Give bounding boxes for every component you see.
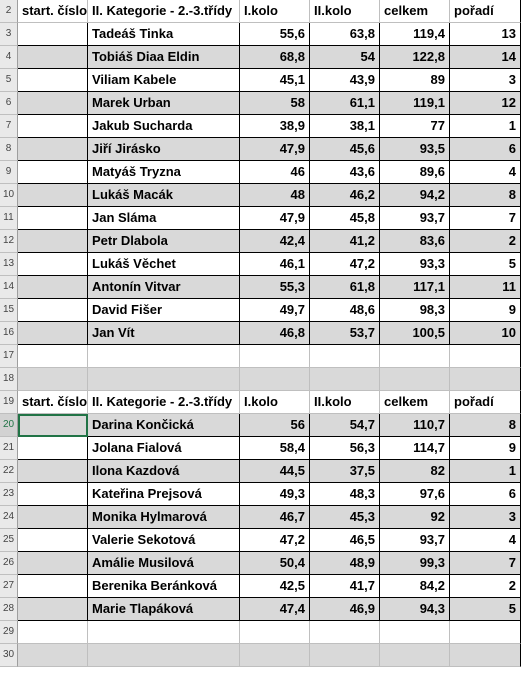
header-cell-total[interactable]: celkem	[380, 391, 450, 414]
cell[interactable]	[240, 368, 310, 391]
cell[interactable]	[450, 621, 521, 644]
total-cell[interactable]: 83,6	[380, 230, 450, 253]
name-cell[interactable]: Kateřina Prejsová	[88, 483, 240, 506]
round2-cell[interactable]: 43,6	[310, 161, 380, 184]
start-number-cell[interactable]	[18, 322, 88, 345]
start-number-cell[interactable]	[18, 115, 88, 138]
total-cell[interactable]: 82	[380, 460, 450, 483]
total-cell[interactable]: 114,7	[380, 437, 450, 460]
start-number-cell[interactable]	[18, 161, 88, 184]
round1-cell[interactable]: 49,3	[240, 483, 310, 506]
row-header[interactable]: 2	[0, 0, 18, 23]
cell[interactable]	[240, 621, 310, 644]
row-header[interactable]: 24	[0, 506, 18, 529]
row-header[interactable]: 15	[0, 299, 18, 322]
round2-cell[interactable]: 46,9	[310, 598, 380, 621]
table-row	[0, 529, 525, 552]
header-cell-round1[interactable]: I.kolo	[240, 391, 310, 414]
total-cell[interactable]: 77	[380, 115, 450, 138]
row-header[interactable]: 5	[0, 69, 18, 92]
round2-cell[interactable]: 48,3	[310, 483, 380, 506]
row-header[interactable]: 28	[0, 598, 18, 621]
round2-cell[interactable]: 61,1	[310, 92, 380, 115]
total-cell[interactable]: 93,3	[380, 253, 450, 276]
rank-cell[interactable]: 3	[450, 506, 521, 529]
start-number-cell[interactable]	[18, 46, 88, 69]
start-number-cell[interactable]	[18, 92, 88, 115]
header-cell-start-number[interactable]: start. číslo	[18, 0, 88, 23]
row-header[interactable]: 3	[0, 23, 18, 46]
table-row	[0, 299, 525, 322]
name-cell[interactable]: Marie Tlapáková	[88, 598, 240, 621]
round2-cell[interactable]: 38,1	[310, 115, 380, 138]
round2-cell[interactable]: 41,2	[310, 230, 380, 253]
cell[interactable]	[240, 644, 310, 667]
table-row	[0, 184, 525, 207]
name-cell[interactable]: Tobiáš Diaa Eldin	[88, 46, 240, 69]
cell[interactable]	[18, 345, 88, 368]
table-row	[0, 161, 525, 184]
start-number-cell[interactable]	[18, 23, 88, 46]
round1-cell[interactable]: 48	[240, 184, 310, 207]
rank-cell[interactable]: 2	[450, 575, 521, 598]
table-row	[0, 207, 525, 230]
row-header[interactable]: 8	[0, 138, 18, 161]
table-row	[0, 552, 525, 575]
row-header[interactable]: 20	[0, 414, 18, 437]
header-cell-start-number[interactable]: start. číslo	[18, 391, 88, 414]
table-row	[0, 92, 525, 115]
rank-cell[interactable]: 8	[450, 414, 521, 437]
round2-cell[interactable]: 45,8	[310, 207, 380, 230]
round2-cell[interactable]: 46,2	[310, 184, 380, 207]
header-cell-round1[interactable]: I.kolo	[240, 0, 310, 23]
cell[interactable]	[310, 644, 380, 667]
blank-row	[0, 368, 525, 391]
total-cell[interactable]: 98,3	[380, 299, 450, 322]
cell[interactable]	[450, 345, 521, 368]
total-cell[interactable]: 119,1	[380, 92, 450, 115]
rank-cell[interactable]: 12	[450, 92, 521, 115]
table-row	[0, 69, 525, 92]
header-row-2	[0, 391, 525, 414]
row-header[interactable]: 14	[0, 276, 18, 299]
row-header[interactable]: 13	[0, 253, 18, 276]
name-cell[interactable]: Tadeáš Tinka	[88, 23, 240, 46]
round2-cell[interactable]: 48,6	[310, 299, 380, 322]
round1-cell[interactable]: 46,7	[240, 506, 310, 529]
name-cell[interactable]: Valerie Sekotová	[88, 529, 240, 552]
name-cell[interactable]: Lukáš Věchet	[88, 253, 240, 276]
round1-cell[interactable]: 58,4	[240, 437, 310, 460]
header-cell-rank[interactable]: pořadí	[450, 0, 521, 23]
round2-cell[interactable]: 37,5	[310, 460, 380, 483]
rank-cell[interactable]: 13	[450, 23, 521, 46]
start-number-cell[interactable]	[18, 437, 88, 460]
table-row	[0, 437, 525, 460]
name-cell[interactable]: David Fišer	[88, 299, 240, 322]
round2-cell[interactable]: 45,3	[310, 506, 380, 529]
row-header[interactable]: 16	[0, 322, 18, 345]
round1-cell[interactable]: 56	[240, 414, 310, 437]
start-number-cell[interactable]	[18, 598, 88, 621]
header-cell-round2[interactable]: II.kolo	[310, 391, 380, 414]
rank-cell[interactable]: 6	[450, 138, 521, 161]
row-header[interactable]: 9	[0, 161, 18, 184]
cell[interactable]	[18, 621, 88, 644]
row-header[interactable]: 30	[0, 644, 18, 667]
name-cell[interactable]: Viliam Kabele	[88, 69, 240, 92]
cell[interactable]	[310, 368, 380, 391]
round2-cell[interactable]: 48,9	[310, 552, 380, 575]
rank-cell[interactable]: 9	[450, 437, 521, 460]
total-cell[interactable]: 94,2	[380, 184, 450, 207]
start-number-cell[interactable]	[18, 253, 88, 276]
rank-cell[interactable]: 7	[450, 552, 521, 575]
rank-cell[interactable]: 7	[450, 207, 521, 230]
start-number-cell[interactable]	[18, 276, 88, 299]
start-number-cell[interactable]	[18, 483, 88, 506]
table-row	[0, 506, 525, 529]
rank-cell[interactable]: 1	[450, 460, 521, 483]
cell[interactable]	[380, 345, 450, 368]
round2-cell[interactable]: 63,8	[310, 23, 380, 46]
total-cell[interactable]: 84,2	[380, 575, 450, 598]
start-number-cell[interactable]	[18, 207, 88, 230]
cell[interactable]	[450, 368, 521, 391]
round1-cell[interactable]: 47,4	[240, 598, 310, 621]
rank-cell[interactable]: 5	[450, 598, 521, 621]
round1-cell[interactable]: 47,9	[240, 138, 310, 161]
cell[interactable]	[18, 368, 88, 391]
cell[interactable]	[380, 644, 450, 667]
round2-cell[interactable]: 47,2	[310, 253, 380, 276]
start-number-cell[interactable]	[18, 299, 88, 322]
round2-cell[interactable]: 54	[310, 46, 380, 69]
header-row-1	[0, 0, 525, 23]
rank-cell[interactable]: 2	[450, 230, 521, 253]
round2-cell[interactable]: 45,6	[310, 138, 380, 161]
cell[interactable]	[380, 368, 450, 391]
round1-cell[interactable]: 46,8	[240, 322, 310, 345]
round1-cell[interactable]: 68,8	[240, 46, 310, 69]
start-number-cell[interactable]	[18, 529, 88, 552]
cell[interactable]	[88, 345, 240, 368]
total-cell[interactable]: 93,5	[380, 138, 450, 161]
name-cell[interactable]: Jakub Sucharda	[88, 115, 240, 138]
table-row	[0, 276, 525, 299]
round1-cell[interactable]: 50,4	[240, 552, 310, 575]
name-cell[interactable]: Petr Dlabola	[88, 230, 240, 253]
total-cell[interactable]: 99,3	[380, 552, 450, 575]
table-row	[0, 414, 525, 437]
rank-cell[interactable]: 6	[450, 483, 521, 506]
cell[interactable]	[240, 345, 310, 368]
table-row	[0, 230, 525, 253]
row-header[interactable]: 29	[0, 621, 18, 644]
start-number-cell[interactable]	[18, 69, 88, 92]
cell[interactable]	[18, 644, 88, 667]
cell[interactable]	[450, 644, 521, 667]
rank-cell[interactable]: 3	[450, 69, 521, 92]
name-cell[interactable]: Darina Končická	[88, 414, 240, 437]
table-row	[0, 138, 525, 161]
cell[interactable]	[88, 621, 240, 644]
round1-cell[interactable]: 38,9	[240, 115, 310, 138]
cell[interactable]	[310, 345, 380, 368]
total-cell[interactable]: 119,4	[380, 23, 450, 46]
header-cell-category[interactable]: II. Kategorie - 2.-3.třídy	[88, 0, 240, 23]
table-row	[0, 115, 525, 138]
row-header[interactable]: 7	[0, 115, 18, 138]
row-header[interactable]: 22	[0, 460, 18, 483]
round2-cell[interactable]: 43,9	[310, 69, 380, 92]
round2-cell[interactable]: 53,7	[310, 322, 380, 345]
rank-cell[interactable]: 5	[450, 253, 521, 276]
name-cell[interactable]: Monika Hylmarová	[88, 506, 240, 529]
header-cell-category[interactable]: II. Kategorie - 2.-3.třídy	[88, 391, 240, 414]
row-header[interactable]: 18	[0, 368, 18, 391]
rank-cell[interactable]: 4	[450, 161, 521, 184]
start-number-cell[interactable]	[18, 138, 88, 161]
blank-row	[0, 644, 525, 667]
row-header[interactable]: 4	[0, 46, 18, 69]
total-cell[interactable]: 122,8	[380, 46, 450, 69]
blank-row	[0, 345, 525, 368]
cell[interactable]	[88, 644, 240, 667]
table-row	[0, 575, 525, 598]
total-cell[interactable]: 100,5	[380, 322, 450, 345]
header-cell-total[interactable]: celkem	[380, 0, 450, 23]
total-cell[interactable]: 93,7	[380, 529, 450, 552]
rank-cell[interactable]: 11	[450, 276, 521, 299]
cell[interactable]	[310, 621, 380, 644]
total-cell[interactable]: 97,6	[380, 483, 450, 506]
rank-cell[interactable]: 4	[450, 529, 521, 552]
rank-cell[interactable]: 8	[450, 184, 521, 207]
start-number-cell[interactable]	[18, 184, 88, 207]
name-cell[interactable]: Ilona Kazdová	[88, 460, 240, 483]
total-cell[interactable]: 94,3	[380, 598, 450, 621]
row-header[interactable]: 21	[0, 437, 18, 460]
name-cell[interactable]: Lukáš Macák	[88, 184, 240, 207]
total-cell[interactable]: 89	[380, 69, 450, 92]
round1-cell[interactable]: 44,5	[240, 460, 310, 483]
name-cell[interactable]: Jiří Jirásko	[88, 138, 240, 161]
table-row	[0, 253, 525, 276]
header-cell-round2[interactable]: II.kolo	[310, 0, 380, 23]
start-number-cell[interactable]	[18, 575, 88, 598]
row-header[interactable]: 19	[0, 391, 18, 414]
name-cell[interactable]: Marek Urban	[88, 92, 240, 115]
row-header[interactable]: 27	[0, 575, 18, 598]
table-row	[0, 598, 525, 621]
rank-cell[interactable]: 1	[450, 115, 521, 138]
round1-cell[interactable]: 58	[240, 92, 310, 115]
row-header[interactable]: 26	[0, 552, 18, 575]
round2-cell[interactable]: 41,7	[310, 575, 380, 598]
start-number-cell[interactable]	[18, 552, 88, 575]
round1-cell[interactable]: 55,6	[240, 23, 310, 46]
row-header[interactable]: 12	[0, 230, 18, 253]
row-header[interactable]: 17	[0, 345, 18, 368]
table-row	[0, 46, 525, 69]
round1-cell[interactable]: 42,5	[240, 575, 310, 598]
total-cell[interactable]: 117,1	[380, 276, 450, 299]
row-header[interactable]: 23	[0, 483, 18, 506]
round1-cell[interactable]: 45,1	[240, 69, 310, 92]
round2-cell[interactable]: 54,7	[310, 414, 380, 437]
start-number-cell[interactable]	[18, 506, 88, 529]
start-number-cell[interactable]	[18, 414, 88, 437]
row-header[interactable]: 25	[0, 529, 18, 552]
name-cell[interactable]: Jan Vít	[88, 322, 240, 345]
rank-cell[interactable]: 9	[450, 299, 521, 322]
row-header[interactable]: 10	[0, 184, 18, 207]
cell[interactable]	[88, 368, 240, 391]
total-cell[interactable]: 89,6	[380, 161, 450, 184]
round1-cell[interactable]: 46	[240, 161, 310, 184]
total-cell[interactable]: 93,7	[380, 207, 450, 230]
table-row	[0, 460, 525, 483]
round2-cell[interactable]: 56,3	[310, 437, 380, 460]
table-row	[0, 23, 525, 46]
round1-cell[interactable]: 46,1	[240, 253, 310, 276]
blank-row	[0, 621, 525, 644]
round1-cell[interactable]: 47,9	[240, 207, 310, 230]
total-cell[interactable]: 110,7	[380, 414, 450, 437]
round1-cell[interactable]: 49,7	[240, 299, 310, 322]
round2-cell[interactable]: 61,8	[310, 276, 380, 299]
name-cell[interactable]: Jan Sláma	[88, 207, 240, 230]
round1-cell[interactable]: 55,3	[240, 276, 310, 299]
round1-cell[interactable]: 42,4	[240, 230, 310, 253]
name-cell[interactable]: Jolana Fialová	[88, 437, 240, 460]
table-row	[0, 483, 525, 506]
name-cell[interactable]: Amálie Musilová	[88, 552, 240, 575]
row-header[interactable]: 6	[0, 92, 18, 115]
table-row	[0, 322, 525, 345]
rank-cell[interactable]: 14	[450, 46, 521, 69]
name-cell[interactable]: Antonín Vitvar	[88, 276, 240, 299]
cell[interactable]	[380, 621, 450, 644]
start-number-cell[interactable]	[18, 460, 88, 483]
round2-cell[interactable]: 46,5	[310, 529, 380, 552]
name-cell[interactable]: Berenika Beránková	[88, 575, 240, 598]
row-header[interactable]: 11	[0, 207, 18, 230]
header-cell-rank[interactable]: pořadí	[450, 391, 521, 414]
total-cell[interactable]: 92	[380, 506, 450, 529]
rank-cell[interactable]: 10	[450, 322, 521, 345]
round1-cell[interactable]: 47,2	[240, 529, 310, 552]
name-cell[interactable]: Matyáš Tryzna	[88, 161, 240, 184]
start-number-cell[interactable]	[18, 230, 88, 253]
